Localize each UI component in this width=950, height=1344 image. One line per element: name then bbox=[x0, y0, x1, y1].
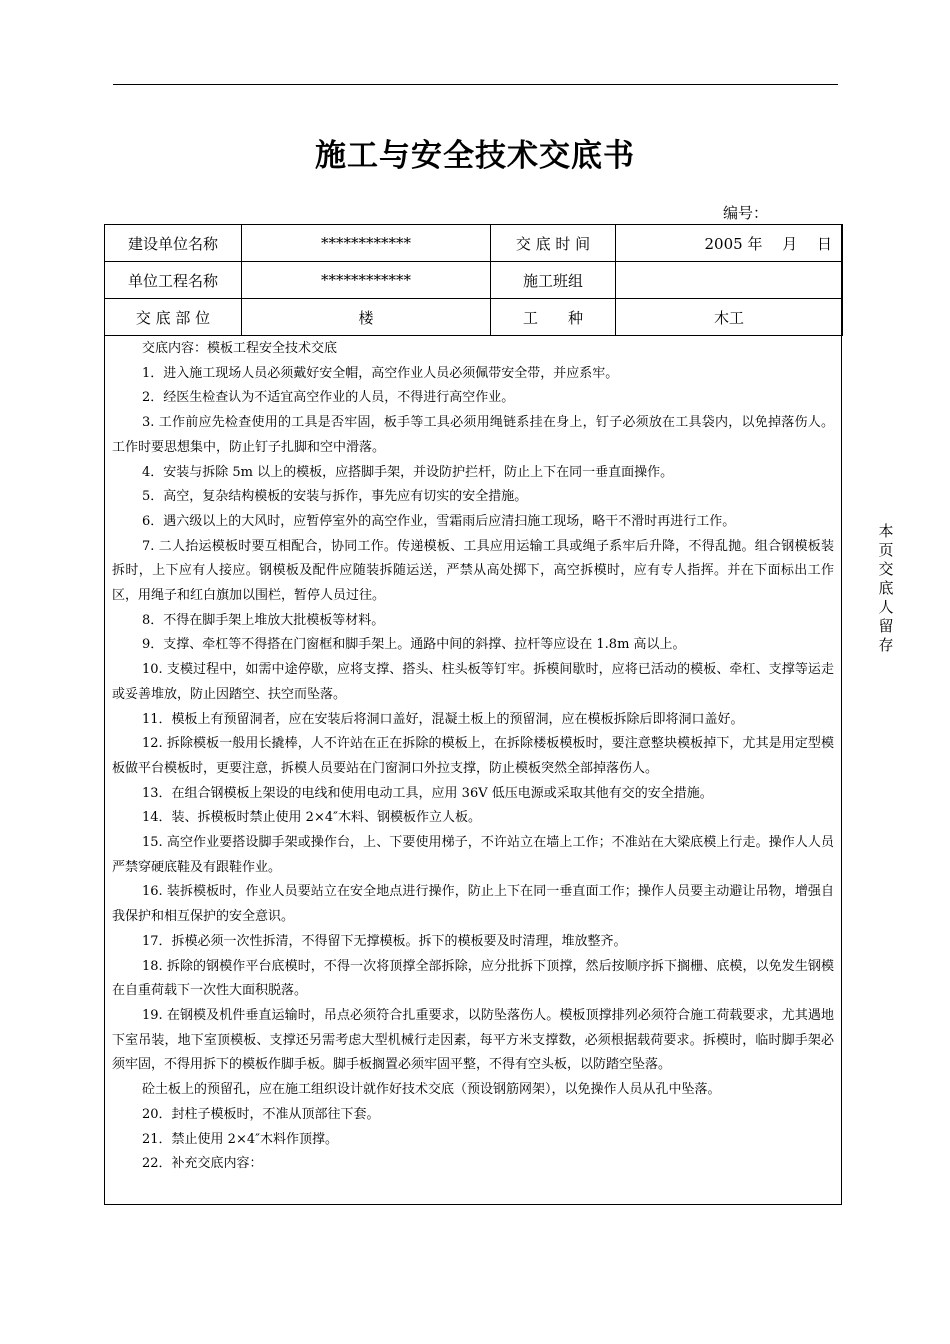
content-item: 21．禁止使用 2×4″木料作顶撑。 bbox=[142, 1131, 338, 1147]
content-item: 3. 工作前应先检查使用的工具是否牢固，板手等工具必须用绳链系挂在身上，钉子必须放在工具袋内，以免掉落伤人。工作时要思想集中，防止钉子扎脚和空中滑落。 bbox=[112, 415, 834, 455]
content-item: 9．支撑、牵杠等不得搭在门窗框和脚手架上。通路中间的斜撑、拉杆等应设在 1.8m 高以上。 bbox=[142, 637, 686, 653]
content-item: 10. 支模过程中，如需中途停歇，应将支撑、搭头、柱头板等钉牢。拆模间歇时，应将已活动的模板、牵杠、支撑等运走或妥善堆放，防止因踏空、扶空而坠落。 bbox=[112, 662, 834, 702]
table-row bbox=[105, 262, 843, 299]
content-item: 4．安装与拆除 5m 以上的模板，应搭脚手架，并设防护拦杆，防止上下在同一垂直面操作。 bbox=[142, 464, 674, 480]
content-item: 15. 高空作业要搭设脚手架或操作台，上、下要使用梯子，不许站立在墙上工作；不准站在大梁底模上行走。操作人人员严禁穿硬底鞋及有跟鞋作业。 bbox=[112, 835, 834, 875]
content-item: 20．封柱子模板时，不准从顶部往下套。 bbox=[142, 1106, 380, 1122]
work-team-value bbox=[616, 262, 843, 299]
content-item: 6．遇六级以上的大风时，应暂停室外的高空作业，雪霜雨后应清扫施工现场，略干不滑时再进行工作。 bbox=[142, 513, 736, 529]
work-team-label: 施工班组 bbox=[491, 262, 616, 299]
table-row bbox=[105, 225, 843, 262]
side-note-retained-copy: 本页交底人留存 bbox=[878, 522, 894, 654]
briefing-content bbox=[112, 337, 834, 1177]
document-number-label: 编号： bbox=[723, 204, 769, 222]
trade-value: 木工 bbox=[616, 299, 843, 336]
content-item: 5．高空，复杂结构模板的安装与拆作，事先应有切实的安全措施。 bbox=[142, 489, 528, 505]
content-item: 18. 拆除的钢模作平台底模时，不得一次将顶撑全部拆除，应分批拆下顶撑，然后按顺序拆下搁栅、底模，以免发生钢模在自重荷载下一次性大面积脱落。 bbox=[112, 958, 834, 999]
content-item: 14．装、拆模板时禁止使用 2×4″木料、钢模板作立人板。 bbox=[142, 810, 481, 826]
trade-label: 工 种 bbox=[491, 299, 616, 336]
table-row bbox=[105, 299, 843, 336]
briefing-time-label: 交 底 时 间 bbox=[491, 225, 616, 262]
content-item: 13．在组合钢模板上架设的电线和使用电动工具，应用 36V 低压电源或采取其他有交的安全措施。 bbox=[142, 785, 713, 801]
header-rule bbox=[113, 84, 838, 85]
content-item: 砼土板上的预留孔，应在施工组织设计就作好技术交底（预设钢筋网架），以免操作人员从孔中坠落。 bbox=[142, 1082, 721, 1098]
document-title: 施工与安全技术交底书 bbox=[315, 138, 635, 174]
content-heading: 交底内容：模板工程安全技术交底 bbox=[142, 341, 338, 356]
content-item: 17．拆模必须一次性拆清，不得留下无撑模板。拆下的模板要及时清理，堆放整齐。 bbox=[142, 933, 627, 949]
content-item: 11．模板上有预留洞者，应在安装后将洞口盖好，混凝土板上的预留洞，应在模板拆除后即将洞口盖好。 bbox=[142, 711, 744, 727]
project-name-value: ************ bbox=[242, 262, 491, 299]
content-item: 12. 拆除模板一般用长撬棒，人不许站在正在拆除的模板上，在拆除楼板模板时，要注意整块模板掉下，尤其是用定型模板做平台模板时，更要注意，拆模人员要站在门窗洞口外拉支撑，防止模板突然全部掉落伤人。 bbox=[112, 736, 834, 776]
briefing-time-value: 2005 年 月 日 bbox=[616, 225, 843, 262]
content-item: 1．进入施工现场人员必须戴好安全帽，高空作业人员必须佩带安全带，并应系牢。 bbox=[142, 365, 619, 381]
content-item: 22．补充交底内容： bbox=[142, 1156, 263, 1172]
content-item: 8．不得在脚手架上堆放大批模板等材料。 bbox=[142, 612, 385, 628]
briefing-location-value: 楼 bbox=[242, 299, 491, 336]
construction-unit-label: 建设单位名称 bbox=[105, 225, 242, 262]
header-info-table bbox=[104, 224, 843, 336]
content-item: 16. 装拆模板时，作业人员要站立在安全地点进行操作，防止上下在同一垂直面工作；操作人员要主动避让吊物，增强自我保护和相互保护的安全意识。 bbox=[112, 884, 834, 925]
construction-unit-value: ************ bbox=[242, 225, 491, 262]
project-name-label: 单位工程名称 bbox=[105, 262, 242, 299]
briefing-location-label: 交 底 部 位 bbox=[105, 299, 242, 336]
content-item: 7. 二人抬运模板时要互相配合，协同工作。传递模板、工具应用运输工具或绳子系牢后升降，不得乱抛。组合钢模板装拆时，上下应有人接应。钢模板及配件应随装拆随运送，严禁从高处掷下，高空拆模时，应有专人指挥。并在下面标出工作区，用绳子和红白旗加以围栏，暂停人员过往。 bbox=[112, 538, 834, 604]
content-item: 19. 在钢模及机件垂直运输时，吊点必须符合扎重要求，以防坠落伤人。模板顶撑排列必须符合施工荷载要求，尤其遇地下室吊装，地下室顶模板、支撑还另需考虑大型机械行走因素，每平方米支撑数，必须根据载荷要求。拆模时，临时脚手架必须牢固，不得用拆下的模板作脚手板。脚手板搁置必须牢固平整，不得有空头板，以防踏空坠落。 bbox=[112, 1007, 834, 1073]
content-item: 2．经医生检查认为不适宜高空作业的人员，不得进行高空作业。 bbox=[142, 390, 515, 406]
